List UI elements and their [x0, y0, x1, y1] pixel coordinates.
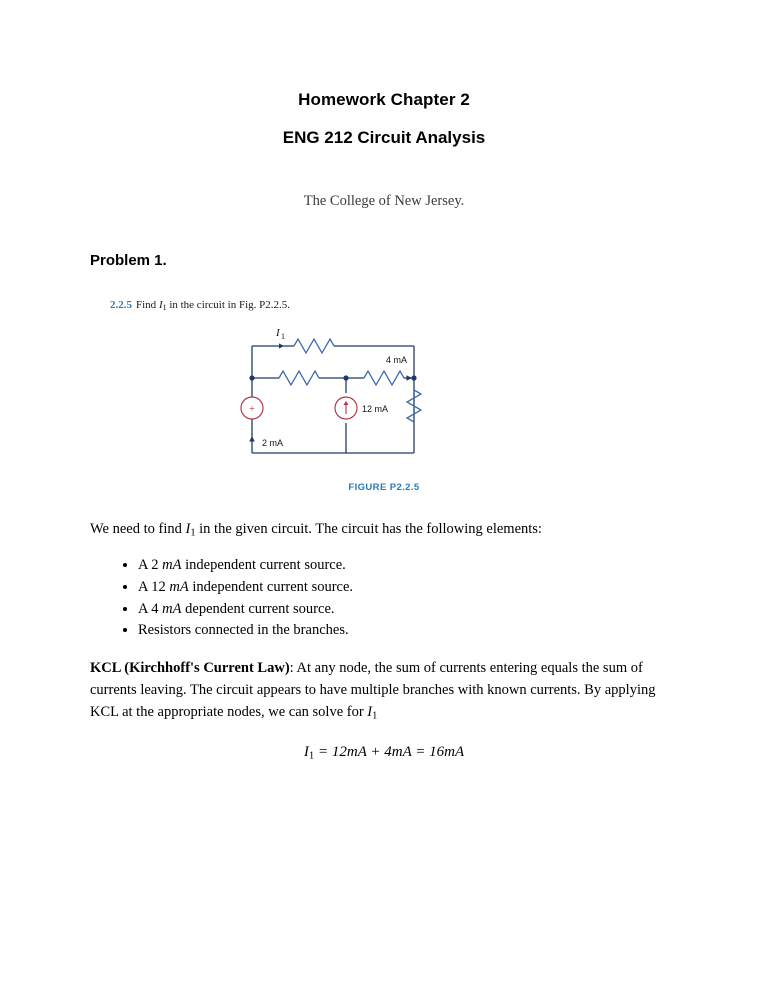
list-item-pre: A 4 [138, 600, 163, 617]
problem-heading: Problem 1. [90, 252, 167, 269]
element-list [90, 555, 678, 642]
list-item-pre: A 2 [138, 557, 163, 574]
kcl-symbol-sub: 1 [372, 710, 378, 722]
kcl-paragraph [90, 658, 678, 724]
list-item [138, 555, 678, 577]
list-item-post: independent current source. [188, 578, 354, 595]
svg-text:+: + [249, 403, 255, 415]
voltage-source-left [241, 397, 263, 419]
list-item-unit: mA [162, 557, 182, 574]
list-item-unit: mA [169, 578, 189, 595]
list-item [138, 620, 678, 642]
intro-symbol-sub: 1 [190, 527, 196, 539]
intro-after: in the given circuit. The circuit has the following elements: [195, 520, 542, 537]
label-2ma: 2 mA [262, 437, 284, 448]
list-item [138, 577, 678, 599]
exercise-symbol: I [158, 299, 163, 311]
circuit-diagram-svg [234, 318, 534, 478]
kcl-text: : At any node, the sum of currents entering equals the sum of currents leaving. The circuit appears to have multiple branches with known currents. By applying KCL at the appropriate nodes, we can solve for [90, 660, 656, 720]
figure-caption: FIGURE P2.2.5 [348, 481, 420, 493]
exercise-prompt-before: Find [136, 299, 159, 311]
list-item-pre: A 12 [138, 578, 170, 595]
exercise-symbol-sub: 1 [162, 302, 167, 312]
equation-lhs: I [303, 743, 309, 760]
institution-line: The College of New Jersey. [303, 193, 465, 209]
label-i1: I [276, 326, 280, 339]
equation-lhs-sub: 1 [308, 749, 315, 762]
intro-paragraph [90, 519, 678, 541]
result-equation [90, 744, 678, 762]
current-source-12ma [335, 397, 357, 419]
title-block [90, 90, 678, 148]
exercise-prompt-after: in the circuit in Fig. P2.2.5. [166, 299, 291, 311]
page-subtitle: ENG 212 Circuit Analysis [282, 128, 486, 147]
resistor-middle-right [364, 371, 404, 385]
circuit-figure [90, 318, 678, 478]
page-title: Homework Chapter 2 [298, 90, 470, 109]
list-item-unit: mA [162, 600, 182, 617]
resistor-top [294, 339, 334, 353]
intro-before: We need to find [90, 520, 186, 537]
exercise-prompt [110, 299, 678, 312]
label-i1-sub: 1 [281, 331, 285, 341]
kcl-symbol: I [367, 703, 373, 720]
exercise-number: 2.2.5 [110, 299, 132, 311]
list-item [138, 599, 678, 621]
equation-rhs: = 12mA + 4mA = 16mA [314, 743, 465, 760]
list-item-pre: Resistors connected in the branches. [138, 622, 349, 639]
kcl-label: KCL (Kirchhoff's Current Law) [90, 660, 290, 677]
resistor-middle-left [279, 371, 319, 385]
label-12ma: 12 mA [362, 403, 389, 414]
intro-symbol: I [185, 520, 191, 537]
list-item-post: dependent current source. [181, 600, 335, 617]
list-item-post: independent current source. [181, 557, 346, 574]
label-4ma: 4 mA [386, 354, 408, 365]
